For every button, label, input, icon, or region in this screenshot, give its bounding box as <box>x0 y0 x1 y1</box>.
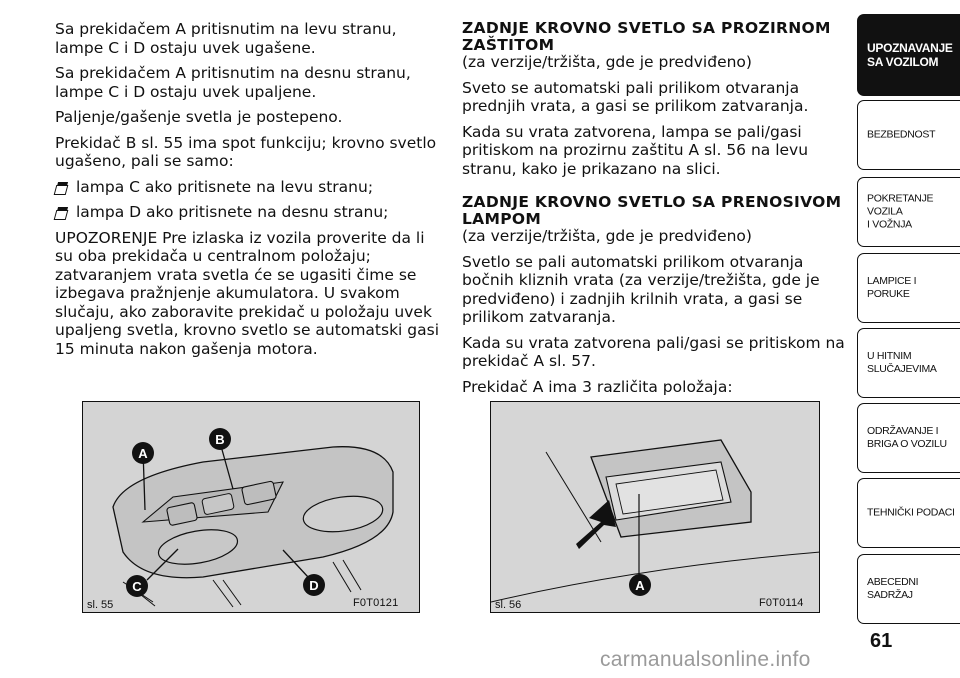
watermark: carmanualsonline.info <box>600 648 811 671</box>
section-subheading: (za verzije/tržišta, gde je predviđeno) <box>462 53 752 71</box>
callout-label-c: C <box>126 575 148 597</box>
figure-55-dome-light <box>82 401 420 613</box>
tab-label: POKRETANJE VOZILA I VOŽNJA <box>867 192 934 231</box>
figure-56-rear-light <box>490 401 820 613</box>
tab-u-hitnim-slucajevima[interactable] <box>857 328 960 398</box>
tab-label: UPOZNAVANJE SA VOZILOM <box>867 41 953 69</box>
tab-label: ABECEDNI SADRŽAJ <box>867 576 919 601</box>
paragraph: Kada su vrata zatvorena, lampa se pali/gasi pritiskom na prozirnu zaštitu A sl. 56 na levu stranu, kako je prikazano na slici. <box>462 122 809 178</box>
paragraph: Prekidač B sl. 55 ima spot funkciju; krovno svetlo ugašeno, pali se samo: <box>55 133 437 170</box>
section-subheading: (za verzije/tržišta, gde je predviđeno) <box>462 227 752 245</box>
tab-pokretanje-vozila[interactable] <box>857 177 960 247</box>
bullet-item <box>55 203 440 222</box>
paragraph: Svetlo se pali automatski prilikom otvaranja bočnih kliznih vrata (za verzije/trežišta, gde je predviđeno) i zadnjih krilnih vrata, a gasi se prilikom zatvaranja. <box>462 252 820 326</box>
figure-caption: sl. 55 <box>87 599 114 611</box>
page-number: 61 <box>870 630 893 652</box>
bullet-square-icon <box>55 182 67 193</box>
section-heading: ZADNJE KROVNO SVETLO SA PRENOSIVOM LAMPOM <box>462 193 842 228</box>
callout-label-a: A <box>132 442 154 464</box>
tab-odrzavanje[interactable] <box>857 403 960 473</box>
paragraph: Sa prekidačem A pritisnutim na levu stranu, lampe C i D ostaju uvek ugašene. <box>55 20 397 57</box>
bullet-square-icon <box>55 207 67 218</box>
tab-bezbednost[interactable] <box>857 100 960 170</box>
tab-lampice-i-poruke[interactable] <box>857 253 960 323</box>
tab-tehnicki-podaci[interactable] <box>857 478 960 548</box>
tab-upoznavanje-sa-vozilom[interactable] <box>857 14 960 96</box>
tab-label: TEHNIČKI PODACI <box>867 506 955 519</box>
callout-label-a: A <box>629 574 651 596</box>
figure-caption: sl. 56 <box>495 599 522 611</box>
figure-code: F0T0121 <box>353 597 399 609</box>
tab-label: U HITNIM SLUČAJEVIMA <box>867 350 937 375</box>
section-heading: ZADNJE KROVNO SVETLO SA PROZIRNOM ZAŠTITOM <box>462 19 831 54</box>
paragraph: Sveto se automatski pali prilikom otvaranja prednjih vrata, a gasi se prilikom zatvaranja. <box>462 78 809 115</box>
paragraph: Sa prekidačem A pritisnutim na desnu stranu, lampe C i D ostaju uvek upaljene. <box>55 64 411 101</box>
bullet-text: lampa D ako pritisnete na desnu stranu; <box>76 203 389 221</box>
rear-light-illustration <box>491 402 820 613</box>
paragraph: Prekidač A ima 3 različita položaja: <box>462 377 733 396</box>
bullet-item <box>55 178 440 197</box>
paragraph: Paljenje/gašenje svetla je postepeno. <box>55 108 343 126</box>
tab-label: LAMPICE I PORUKE <box>867 275 917 300</box>
left-text-column <box>55 20 440 365</box>
callout-label-b: B <box>209 428 231 450</box>
warning-paragraph: UPOZORENJE Pre izlaska iz vozila proverite da li su oba prekidača u centralnom položaju; zatvaranjem vrata svetla će se ugasiti čime se izbegava pražnjenje akumulatora. U svakom slučaju, ako zaboravite prekidač u položaju uvek upaljeng svetla, krovno svetlo se automatski gasi 15 minuta nakon gašenja motora. <box>55 228 439 358</box>
tab-abecedni-sadrzaj[interactable] <box>857 554 960 624</box>
callout-label-d: D <box>303 574 325 596</box>
tab-label: ODRŽAVANJE I BRIGA O VOZILU <box>867 425 947 450</box>
bullet-text: lampa C ako pritisnete na levu stranu; <box>76 177 374 196</box>
figure-code: F0T0114 <box>759 597 804 609</box>
chapter-sidebar <box>857 0 960 640</box>
paragraph: Kada su vrata zatvorena pali/gasi se pritiskom na prekidač A sl. 57. <box>462 333 845 370</box>
tab-label: BEZBEDNOST <box>867 128 936 141</box>
middle-text-column <box>462 20 850 403</box>
